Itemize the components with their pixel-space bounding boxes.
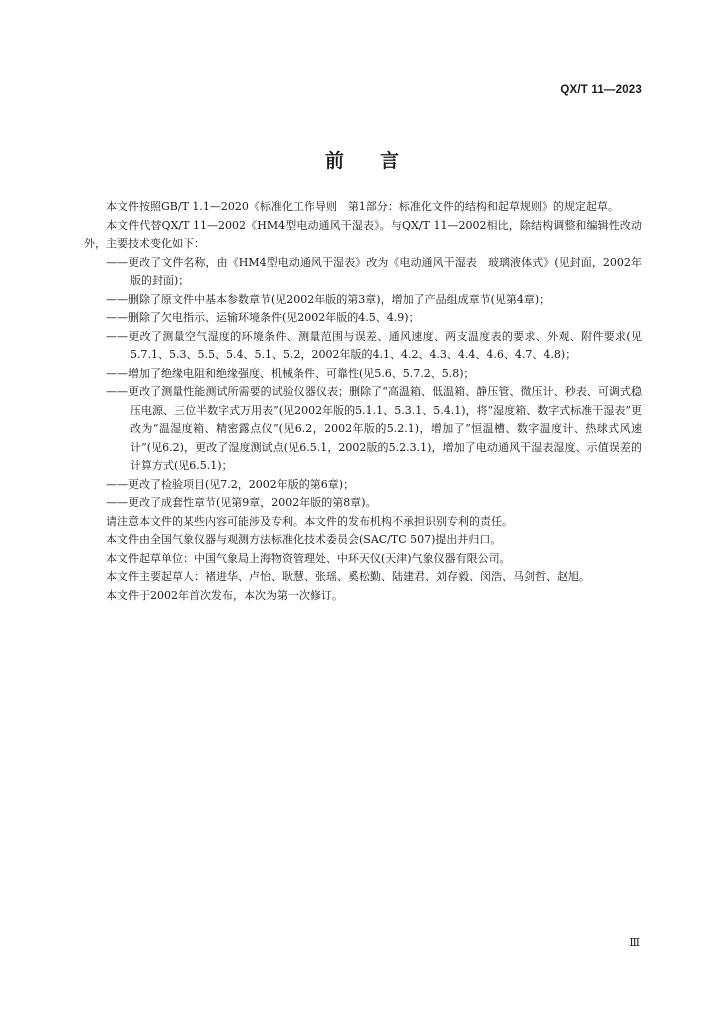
change-item: ——删除了原文件中基本参数章节(见2002年版的第3章)，增加了产品组成章节(见第4章)； — [106, 292, 551, 306]
paragraph: 本文件主要起草人：褚进华、卢怡、耿慧、张瑶、奚松勤、陆建君、刘存毅、闵浩、马剑哲、赵旭。 — [106, 570, 590, 583]
foreword-body — [84, 198, 642, 605]
paragraph: 本文件起草单位：中国气象局上海物资管理处、中环天仪(天津)气象仪器有限公司。 — [106, 551, 511, 565]
paragraph: 本文件代替QX/T 11—2002《HM4型电动通风干湿表》。与QX/T 11—2002相比，除结构调整和编辑性改动外，主要技术变化如下： — [84, 218, 642, 250]
change-item: ——更改了检验项目(见7.2，2002年版的第6章)； — [106, 477, 355, 491]
change-item: ——更改了测量性能测试所需要的试验仪器仪表；删除了“高温箱、低温箱、静压管、微压计、秒表、可调式稳压电源、三位半数字式万用表”(见2002年版的5.1.1、5.3.1、5.4.1)，将“湿度箱、数字式标准干湿表”更改为“温湿度箱、精密露点仪”(见6.2，2002年版的5.2.1)，增加了“恒温槽、数字温度计、热球式风速计”(见6.2)，更改了湿度测试点(见6.5.1，2002版的5.2.3.1)，增加了电动通风干湿表湿度、示值误差的计算方式(见6.5.1)； — [106, 385, 642, 472]
paragraph: 本文件按照GB/T 1.1—2020《标准化工作导则 第1部分：标准化文件的结构和起草规则》的规定起草。 — [106, 200, 619, 213]
document-code: QX/T 11—2023 — [560, 84, 642, 96]
change-item: ——更改了成套性章节(见第9章，2002年版的第8章)。 — [106, 496, 377, 509]
page-title: 前言 — [324, 150, 435, 172]
change-item: ——删除了欠电指示、运输环境条件(见2002年版的4.5、4.9)； — [106, 311, 420, 324]
change-item: ——增加了绝缘电阻和绝缘强度、机械条件、可靠性(见5.6、5.7.2、5.8)； — [106, 366, 475, 380]
change-item: ——更改了文件名称，由《HM4型电动通风干湿表》改为《电动通风干湿表 玻璃液体式》(见封面，2002年版的封面)； — [106, 255, 642, 287]
paragraph: 本文件由全国气象仪器与观测方法标准化技术委员会(SAC/TC 507)提出并归口。 — [106, 533, 502, 546]
change-item: ——更改了测量空气湿度的环境条件、测量范围与误差、通风速度、两支温度表的要求、外观、附件要求(见5.7.1、5.3、5.5、5.4、5.1、5.2，2002年版的4.1、4.2、4.3、4.4、4.6、4.7、4.8)； — [106, 329, 642, 361]
paragraph: 请注意本文件的某些内容可能涉及专利。本文件的发布机构不承担识别专利的责任。 — [106, 514, 513, 528]
page-number: Ⅲ — [629, 936, 640, 949]
paragraph: 本文件于2002年首次发布，本次为第一次修订。 — [106, 588, 343, 602]
